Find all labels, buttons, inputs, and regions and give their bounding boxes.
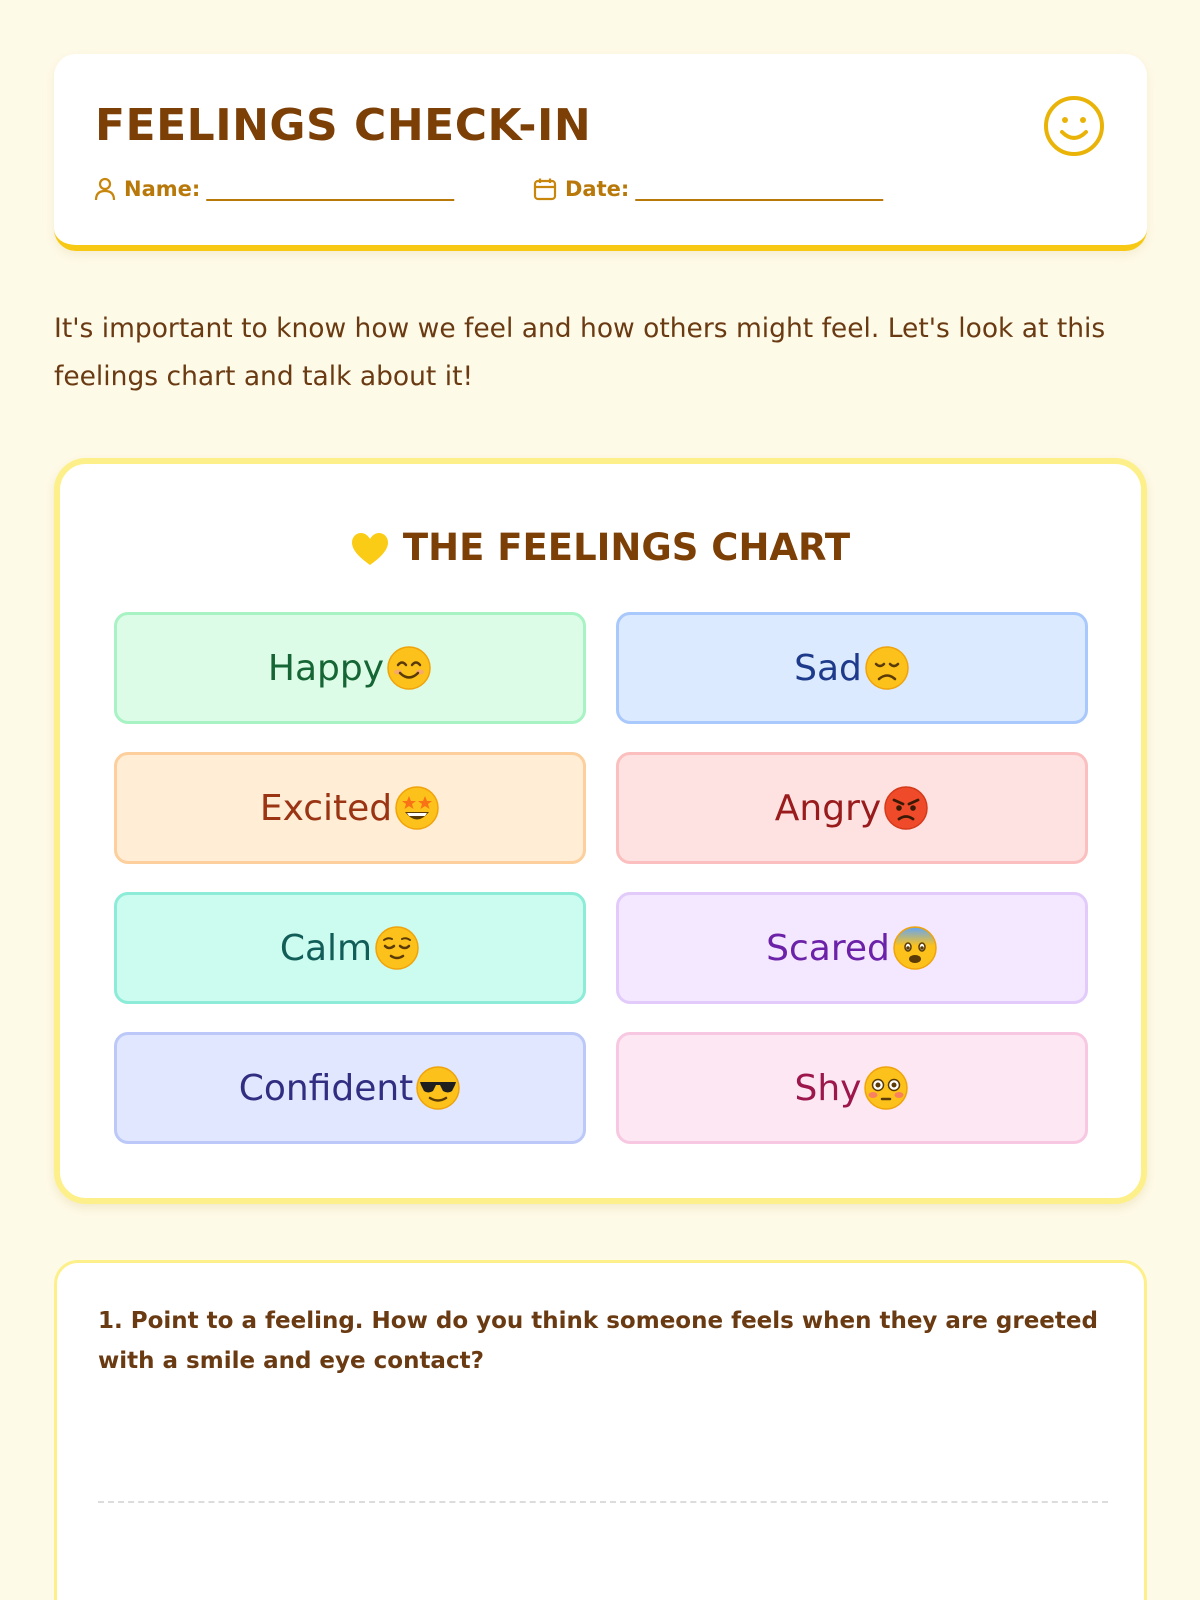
question-card — [54, 1260, 1147, 1600]
feeling-card-excited[interactable] — [114, 752, 586, 864]
feeling-label: Sad — [794, 647, 862, 689]
name-blank[interactable]: __________________________ — [206, 177, 454, 201]
feelings-chart-card — [54, 458, 1147, 1204]
feelings-grid — [114, 612, 1088, 1144]
calendar-icon — [533, 177, 557, 201]
date-blank[interactable]: __________________________ — [635, 177, 883, 201]
chart-heading — [60, 526, 1141, 569]
intro-text: It's important to know how we feel and how others might feel. Let's look at this feelings chart and talk about it! — [54, 313, 1106, 392]
feeling-label: Happy — [267, 647, 385, 689]
feeling-card-sad[interactable] — [616, 612, 1088, 724]
feeling-label: Confident — [238, 1067, 414, 1109]
feeling-card-calm[interactable] — [114, 892, 586, 1004]
feeling-label: Scared — [766, 927, 890, 969]
date-field[interactable] — [533, 174, 882, 204]
feeling-card-shy[interactable] — [616, 1032, 1088, 1144]
flushed-face-icon — [863, 1065, 909, 1111]
chart-heading-text: THE FEELINGS CHART — [402, 526, 851, 569]
smiling-face-icon — [386, 645, 432, 691]
feeling-label: Angry — [774, 787, 882, 829]
relieved-face-icon — [374, 925, 420, 971]
smiley-icon — [1042, 94, 1106, 158]
feeling-card-happy[interactable] — [114, 612, 586, 724]
feeling-label: Shy — [794, 1067, 862, 1109]
star-struck-face-icon — [394, 785, 440, 831]
feeling-label: Excited — [259, 787, 393, 829]
answer-line[interactable] — [98, 1501, 1108, 1503]
feeling-card-confident[interactable] — [114, 1032, 586, 1144]
feeling-card-scared[interactable] — [616, 892, 1088, 1004]
sunglasses-face-icon — [415, 1065, 461, 1111]
sad-face-icon — [864, 645, 910, 691]
angry-face-icon — [883, 785, 929, 831]
person-icon — [94, 177, 116, 201]
name-label: Name: — [124, 177, 201, 201]
feeling-card-angry[interactable] — [616, 752, 1088, 864]
feeling-label: Calm — [279, 927, 373, 969]
date-label: Date: — [565, 177, 630, 201]
fearful-face-icon — [892, 925, 938, 971]
name-field[interactable] — [94, 174, 453, 204]
header-card — [54, 54, 1147, 251]
question-text: 1. Point to a feeling. How do you think someone feels when they are greeted with a smile and eye contact? — [98, 1308, 1098, 1374]
page-title: FEELINGS CHECK-IN — [95, 100, 592, 151]
heart-icon — [351, 532, 389, 566]
